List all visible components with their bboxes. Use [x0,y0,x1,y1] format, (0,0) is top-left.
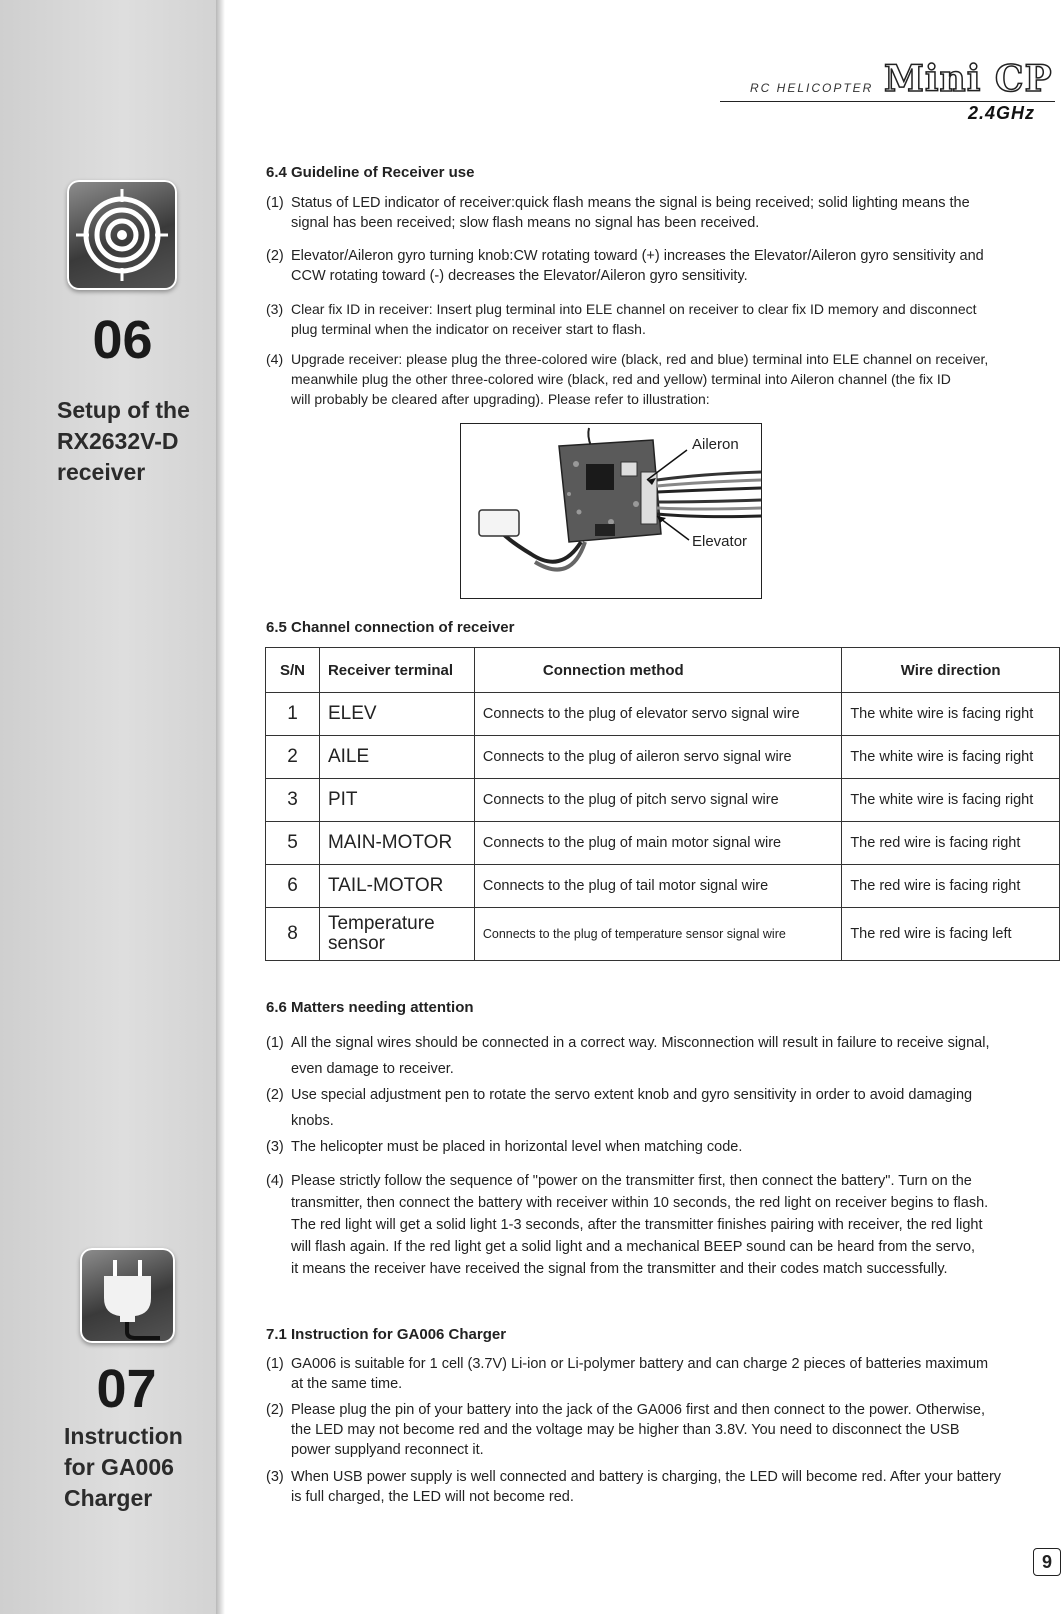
section-07-number: 07 [96,1359,157,1419]
list-item-text: even damage to receiver. [291,1061,454,1077]
header-rc-label: RC HELICOPTER [750,81,874,95]
section-07-title-line: Charger [64,1485,153,1511]
section-06-title-line: Setup of the [57,397,190,423]
list-item-text: The red light will get a solid light 1-3 seconds, after the transmitter finishes pairing with receiver, the red light [291,1217,983,1233]
list-item-text: will probably be cleared after upgrading). Please refer to illustration: [291,391,710,407]
list-item-text: All the signal wires should be connected in a correct way. Misconnection will result in failure to receive signal, [291,1035,990,1051]
plug-icon [80,1248,175,1343]
section-06-icon-tile [67,180,177,290]
cell-sn: 2 [266,736,320,779]
list-item-text: signal has been received; slow flash means no signal has been received. [291,215,760,231]
list-item [266,299,1061,339]
list-item-number: (3) [266,301,284,317]
list-item-text: at the same time. [291,1376,403,1392]
cell-terminal: MAIN-MOTOR [319,822,474,865]
table-row [266,736,1060,779]
channel-connection-table [265,647,1060,961]
table-row [266,693,1060,736]
list-item-text: Status of LED indicator of receiver:quick flash means the signal is being received; solid lighting means the [291,195,970,211]
list-item-text: GA006 is suitable for 1 cell (3.7V) Li-ion or Li-polymer battery and can charge 2 pieces of batteries maximum [291,1356,989,1372]
table-row [266,822,1060,865]
list-item-text: meanwhile plug the other three-colored wire (black, red and yellow) terminal into Aileron channel (the fix ID [291,371,951,387]
page-number: 9 [1033,1548,1061,1576]
cell-direction: The white wire is facing right [842,779,1060,822]
column-header-sn: S/N [266,648,320,693]
cell-sn: 1 [266,693,320,736]
list-item-text: Upgrade receiver: please plug the three-colored wire (black, red and blue) terminal into ELE channel on receiver, [291,351,989,367]
cell-sn: 6 [266,865,320,908]
section-06-title-line: RX2632V-D [57,428,179,454]
list-item-text: CCW rotating toward (-) decreases the Elevator/Aileron gyro sensitivity. [291,268,748,284]
cell-sn: 3 [266,779,320,822]
list-item-text: transmitter, then connect the battery with receiver within 10 seconds, the red light on receiver begins to flash. [291,1195,989,1211]
section-heading-7-1: 7.1 Instruction for GA006 Charger [266,1326,507,1343]
cell-terminal: PIT [319,779,474,822]
cell-terminal: Temperature sensor [319,908,474,961]
list-item-number: (1) [266,1356,284,1372]
brand-logo: Mini CP [884,58,1053,100]
list-item-text: When USB power supply is well connected and battery is charging, the LED will become red. After your battery [291,1469,1002,1485]
cell-direction: The white wire is facing right [842,736,1060,779]
list-item [266,1170,1061,1280]
section-06-title [57,395,217,488]
list-item-number: (3) [266,1469,284,1485]
section-07-icon-tile [80,1248,175,1343]
cell-direction: The red wire is facing right [842,822,1060,865]
list-item-text: Please strictly follow the sequence of "power on the transmitter first, then connect the battery". Turn on the [291,1173,972,1189]
column-header-direction: Wire direction [842,648,1060,693]
list-item-text: Elevator/Aileron gyro turning knob:CW rotating toward (+) increases the Elevator/Aileron gyro sensitivity and [291,248,984,264]
column-header-method: Connection method [474,648,841,693]
section-07-title-line: Instruction [64,1423,183,1449]
list-item [266,349,1061,409]
list-item-number: (1) [266,1035,284,1051]
cell-method: Connects to the plug of main motor signal wire [474,822,841,865]
section-06-number: 06 [92,310,153,370]
list-item-text: The helicopter must be placed in horizontal level when matching code. [291,1139,743,1155]
list-item-text: it means the receiver have received the signal from the transmitter and their codes match successfully. [291,1261,948,1277]
cell-sn: 5 [266,822,320,865]
brand-frequency: 2.4GHz [968,103,1036,123]
cell-direction: The red wire is facing right [842,865,1060,908]
list-item-number: (2) [266,1087,284,1103]
section-07-title-line: for GA006 [64,1454,174,1480]
receiver-illustration [460,423,762,599]
list-item [266,1137,1061,1157]
cell-direction: The white wire is facing right [842,693,1060,736]
list-item-text: knobs. [291,1113,334,1129]
cell-method: Connects to the plug of pitch servo signal wire [474,779,841,822]
list-item-number: (1) [266,195,284,211]
list-item [266,1082,1061,1134]
receiver-board-drawing [461,424,761,598]
list-item-text: plug terminal when the indicator on receiver start to flash. [291,321,646,337]
section-heading-6-4: 6.4 Guideline of Receiver use [266,164,475,181]
cell-method: Connects to the plug of temperature sensor signal wire [474,908,841,961]
section-07-title [64,1421,224,1514]
list-item [266,1030,1061,1082]
header-rule [720,101,1055,102]
list-item-text: will flash again. If the red light get a solid light and a mechanical BEEP sound can be heard from the servo, [291,1239,976,1255]
cell-direction: The red wire is facing left [842,908,1060,961]
list-item-text: the LED may not become red and the voltage may be higher than 3.8V. You need to disconnect the USB [291,1422,960,1438]
elevator-label: Elevator [692,533,748,550]
cell-terminal: AILE [319,736,474,779]
cell-method: Connects to the plug of elevator servo signal wire [474,693,841,736]
target-icon [67,180,177,290]
cell-terminal: TAIL-MOTOR [319,865,474,908]
list-item [266,1467,1061,1507]
list-item-text: Clear fix ID in receiver: Insert plug terminal into ELE channel on receiver to clear fix ID memory and disconnect [291,301,977,317]
list-item [266,1400,1061,1460]
table-row [266,779,1060,822]
cell-sn: 8 [266,908,320,961]
cell-terminal: ELEV [319,693,474,736]
list-item-text: is full charged, the LED will not become red. [291,1489,574,1505]
list-item-text: power supplyand reconnect it. [291,1442,484,1458]
table-row [266,865,1060,908]
list-item-text: Use special adjustment pen to rotate the servo extent knob and gyro sensitivity in order to avoid damaging [291,1087,973,1103]
table-row [266,908,1060,961]
list-item-number: (2) [266,248,284,264]
cell-method: Connects to the plug of tail motor signal wire [474,865,841,908]
list-item-number: (2) [266,1402,284,1418]
list-item [266,193,1061,233]
list-item [266,246,1061,286]
list-item-number: (4) [266,1173,284,1189]
list-item-text: Please plug the pin of your battery into the jack of the GA006 first and then connect to the power. Otherwise, [291,1402,985,1418]
column-header-terminal: Receiver terminal [319,648,474,693]
table-header-row [266,648,1060,693]
list-item-number: (4) [266,351,284,367]
list-item-number: (3) [266,1139,284,1155]
aileron-label: Aileron [692,436,739,453]
cell-method: Connects to the plug of aileron servo signal wire [474,736,841,779]
section-heading-6-6: 6.6 Matters needing attention [266,999,474,1016]
list-item [266,1354,1061,1394]
section-heading-6-5: 6.5 Channel connection of receiver [266,619,515,636]
section-06-title-line: receiver [57,459,146,485]
